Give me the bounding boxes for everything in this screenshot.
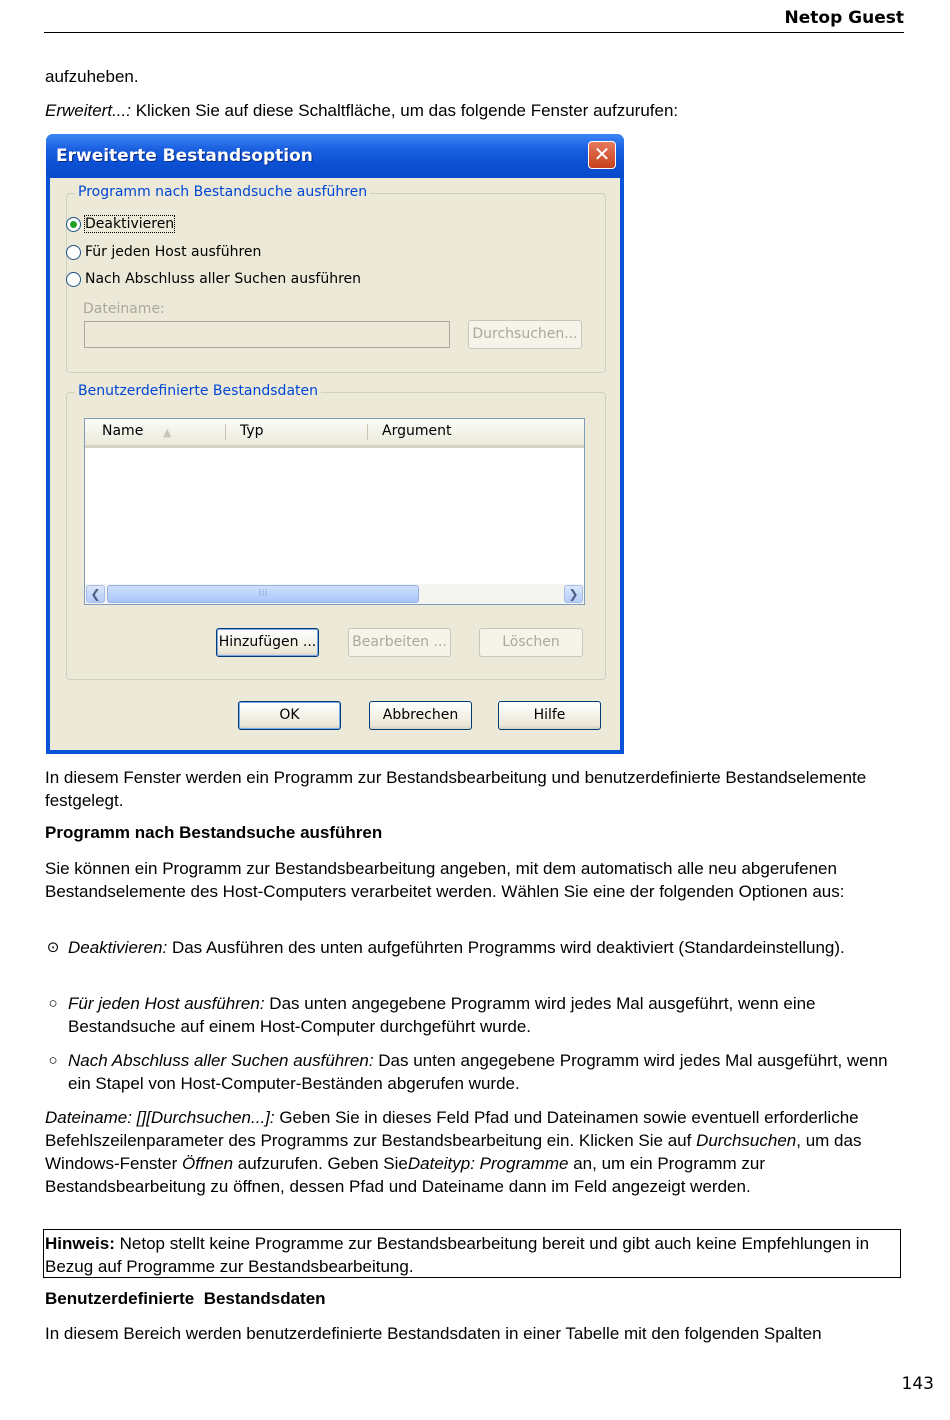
- bullet-each-host: [45, 992, 905, 1038]
- term-advanced: Erweitert...:: [45, 101, 131, 120]
- note-label: Hinweis:: [45, 1234, 115, 1253]
- paragraph-continuation: aufzuheben.: [45, 67, 139, 86]
- filename-text-4: an, um ein Programm zur Bestandsbearbeitung zu öffnen, dessen Pfad und Dateiname dann im Feld angezeigt werden.: [45, 1154, 766, 1196]
- column-divider[interactable]: [225, 424, 226, 440]
- scroll-right-icon[interactable]: ❯: [564, 585, 583, 603]
- radio-bullet-icon: ○: [48, 995, 58, 1012]
- advanced-inventory-dialog: [46, 134, 624, 754]
- advanced-description: Klicken Sie auf diese Schaltfläche, um das folgende Fenster aufzurufen:: [130, 101, 679, 120]
- column-header-argument[interactable]: Argument: [382, 423, 452, 439]
- radio-each-host[interactable]: [66, 242, 261, 262]
- radio-selected-icon[interactable]: [66, 217, 81, 232]
- filename-label: Dateiname:: [83, 301, 165, 317]
- radio-after-all[interactable]: [66, 269, 361, 289]
- radio-each-host-label: Für jeden Host ausführen: [85, 244, 262, 260]
- bullet-term: Nach Abschluss aller Suchen ausführen:: [68, 1051, 374, 1070]
- note-text: Netop stellt keine Programme zur Bestandsbearbeitung bereit und gibt auch keine Empfehlungen in Bezug auf Programme zur Bestandsbearbeitung.: [45, 1234, 870, 1276]
- radio-deactivate-label: Deaktivieren: [85, 216, 175, 232]
- header-rule: [44, 32, 904, 33]
- ok-button[interactable]: OK: [238, 701, 341, 730]
- heading-custom-data: Benutzerdefinierte Bestandsdaten: [45, 1289, 326, 1308]
- browse-button[interactable]: Durchsuchen...: [468, 320, 582, 349]
- radio-after-all-label: Nach Abschluss aller Suchen ausführen: [85, 271, 362, 287]
- column-header-name[interactable]: Name: [102, 423, 144, 439]
- edit-button[interactable]: Bearbeiten ...: [348, 628, 451, 657]
- paragraph-program: Sie können ein Programm zur Bestandsbearbeitung angeben, mit dem automatisch alle neu abgerufenen Bestandselemente des Host-Computers verarbeitet werden. Wählen Sie eine der folgenden Optionen aus:: [45, 859, 845, 901]
- heading-run-program: Programm nach Bestandsuche ausführen: [45, 823, 383, 842]
- page-number: 143: [901, 1374, 934, 1394]
- radio-bullet-icon: ⊙: [46, 939, 60, 956]
- bullet-text: Das Ausführen des unten aufgeführten Programms wird deaktiviert (Standardeinstellung).: [167, 938, 845, 957]
- note-box: [43, 1229, 901, 1278]
- scrollbar-thumb[interactable]: ⁞⁞⁞: [107, 585, 419, 603]
- filename-text-2: , um das Windows-Fenster: [45, 1131, 862, 1173]
- filename-field[interactable]: [84, 321, 450, 348]
- radio-deactivate[interactable]: [66, 214, 174, 234]
- term-open: Öffnen: [181, 1154, 234, 1173]
- help-button[interactable]: Hilfe: [498, 701, 601, 730]
- bullet-text: Das unten angegebene Programm wird jedes Mal ausgeführt, wenn ein Stapel von Host-Computer-Beständen abgerufen wurde.: [68, 1051, 888, 1093]
- dialog-title: Erweiterte Bestandsoption: [56, 146, 313, 166]
- radio-icon[interactable]: [66, 272, 81, 287]
- add-button[interactable]: Hinzufügen ...: [216, 628, 319, 657]
- sort-ascending-icon: ▲: [163, 426, 172, 439]
- group-custom-data-label: Benutzerdefinierte Bestandsdaten: [75, 383, 321, 399]
- paragraph-advanced: [45, 99, 905, 122]
- bullet-deactivate: [45, 936, 905, 959]
- delete-button[interactable]: Löschen: [479, 628, 583, 657]
- running-header: Netop Guest: [784, 8, 904, 28]
- filename-text-3: aufzurufen. Geben Sie: [233, 1154, 408, 1173]
- term-filetype: Dateityp: Programme: [407, 1154, 569, 1173]
- scroll-left-icon[interactable]: ❮: [86, 585, 105, 603]
- cancel-button[interactable]: Abbrechen: [369, 701, 472, 730]
- horizontal-scrollbar[interactable]: [85, 584, 584, 604]
- custom-data-table[interactable]: [84, 418, 585, 605]
- radio-bullet-icon: ○: [48, 1052, 58, 1069]
- close-icon[interactable]: ✕: [588, 141, 616, 169]
- dialog-titlebar: [46, 134, 624, 178]
- bullet-term: Deaktivieren:: [68, 938, 168, 957]
- dialog-body: [50, 178, 620, 750]
- table-header: [85, 419, 584, 448]
- filename-text-1: Geben Sie in dieses Feld Pfad und Dateinamen sowie eventuell erforderliche Befehlszeilenparameter des Programms zur Bestandsbearbeitung ein. Klicken Sie auf: [45, 1108, 859, 1150]
- radio-icon[interactable]: [66, 245, 81, 260]
- bullet-after-all: [45, 1049, 905, 1095]
- paragraph-intro: In diesem Fenster werden ein Programm zur Bestandsbearbeitung und benutzerdefinierte Bestandselemente festgelegt.: [45, 768, 867, 810]
- term-filename: Dateiname: [][Durchsuchen...]:: [45, 1108, 275, 1127]
- bullet-text: Das unten angegebene Programm wird jedes Mal ausgeführt, wenn eine Bestandsuche auf einem Host-Computer durchgeführt wurde.: [68, 994, 816, 1036]
- paragraph-custom-data: In diesem Bereich werden benutzerdefinierte Bestandsdaten in einer Tabelle mit den folgenden Spalten: [45, 1324, 822, 1343]
- bullet-term: Für jeden Host ausführen:: [68, 994, 265, 1013]
- column-header-type[interactable]: Typ: [240, 423, 264, 439]
- column-divider[interactable]: [367, 424, 368, 440]
- paragraph-filename: [45, 1106, 905, 1198]
- term-browse: Durchsuchen: [696, 1131, 797, 1150]
- group-run-program-label: Programm nach Bestandsuche ausführen: [75, 184, 370, 200]
